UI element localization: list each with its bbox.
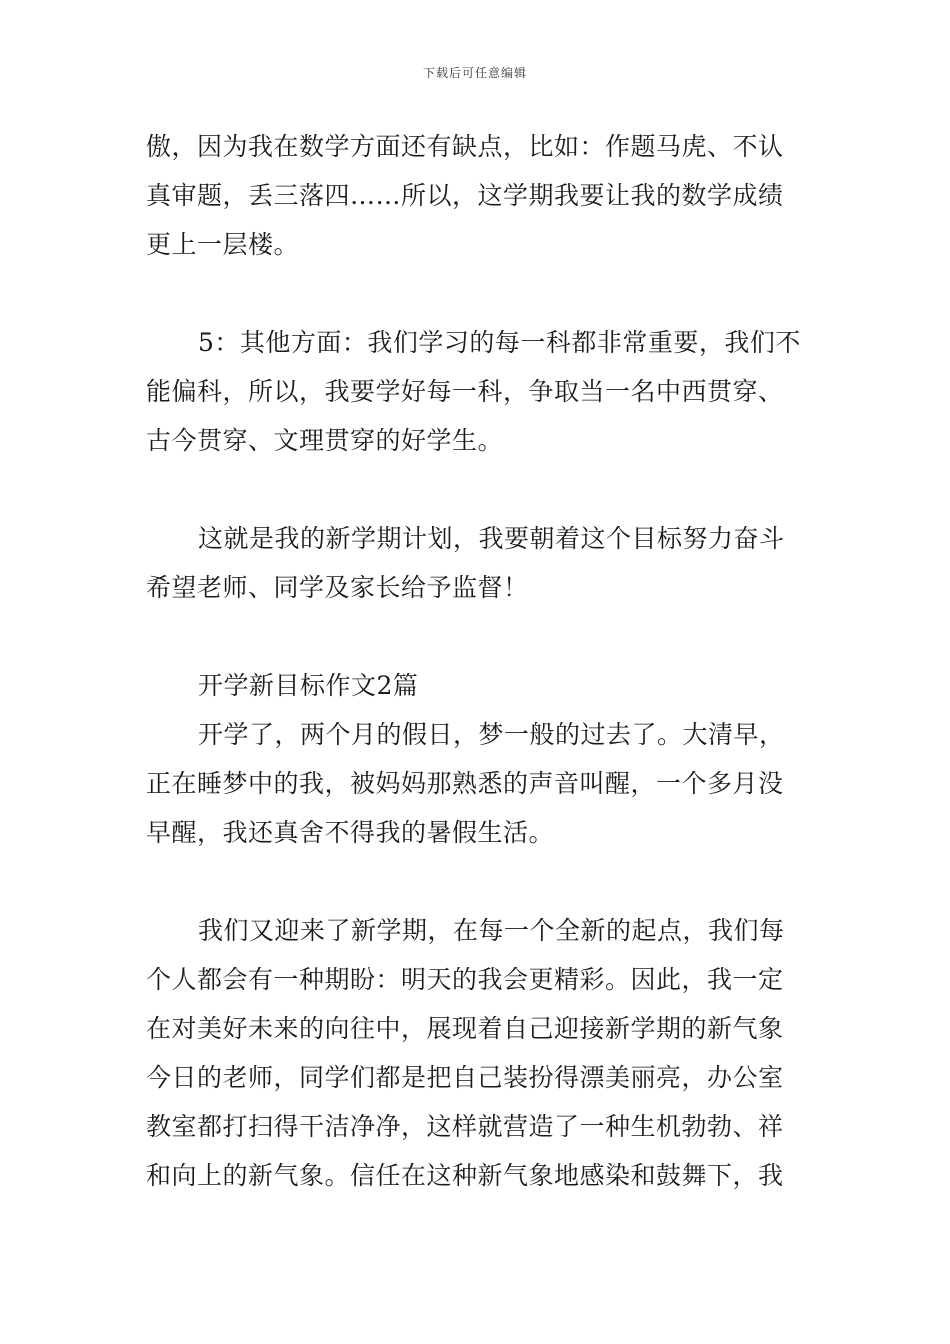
- text-line: 希望老师、同学及家长给予监督！: [146, 573, 529, 602]
- text-line: 5：其他方面：我们学习的每一科都非常重要，我们不: [198, 328, 801, 357]
- text-line: 早醒，我还真舍不得我的暑假生活。: [146, 818, 555, 847]
- paragraph-gap: [146, 269, 810, 318]
- text-line: 开学新目标作文2篇: [198, 671, 419, 700]
- text-line: 个人都会有一种期盼：明天的我会更精彩。因此，我一定: [146, 965, 784, 994]
- text-line: 古今贯穿、文理贯穿的好学生。: [146, 426, 504, 455]
- text-line: 教室都打扫得干洁净净，这样就营造了一种生机勃勃、祥: [146, 1112, 784, 1141]
- text-line: 我们又迎来了新学期，在每一个全新的起点，我们每: [198, 916, 785, 945]
- paragraph-gap: [146, 857, 810, 906]
- text-line: 正在睡梦中的我，被妈妈那熟悉的声音叫醒，一个多月没: [146, 769, 784, 798]
- header-note: 下载后可任意编辑: [422, 66, 527, 80]
- text-line: 真审题，丢三落四……所以，这学期我要让我的数学成绩: [146, 181, 784, 210]
- text-line: 更上一层楼。: [146, 230, 300, 259]
- text-line: 在对美好未来的向往中，展现着自己迎接新学期的新气象: [146, 1014, 784, 1043]
- document-body: [146, 122, 810, 1200]
- text-line: 开学了，两个月的假日，梦一般的过去了。大清早，: [198, 720, 785, 749]
- text-line: 能偏科，所以，我要学好每一科，争取当一名中西贯穿、: [146, 377, 784, 406]
- paragraph-gap: [146, 612, 810, 661]
- text-line: 傲，因为我在数学方面还有缺点，比如：作题马虎、不认: [146, 132, 784, 161]
- text-line: 这就是我的新学期计划，我要朝着这个目标努力奋斗: [198, 524, 785, 553]
- paragraph-gap: [146, 465, 810, 514]
- text-line: 和向上的新气象。信任在这种新气象地感染和鼓舞下，我: [146, 1161, 784, 1190]
- text-line: 今日的老师，同学们都是把自己装扮得漂美丽亮，办公室: [146, 1063, 784, 1092]
